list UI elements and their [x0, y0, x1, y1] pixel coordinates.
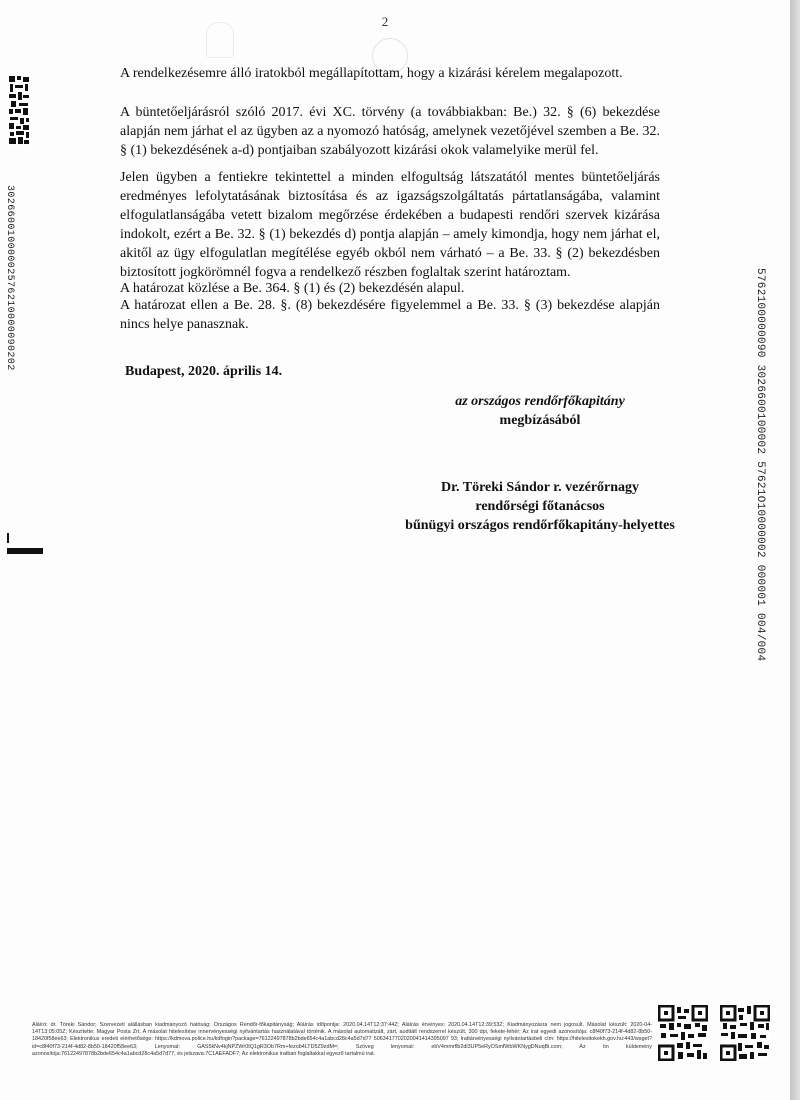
qr-code-icon: [720, 1005, 770, 1061]
signer-title: bűnügyi országos rendőrfőkapitány-helyettes: [405, 518, 675, 533]
left-margin-code: 30266001000002576210000090202: [4, 185, 15, 371]
paragraph-decision-reasoning: Jelen ügyben a fentiekre tekintettel a minden elfogultság látszatától mentes büntetőeljárás eredményes lefolytatásának biztosítása és az igazságszolgáltatás pártatlanságába, valamint elfogulatlanságába vetett bizalom megőrzése érdekében a budapesti rendőri szervek kizárása indokolt, ezért a Be. 32. § (1) bekezdés d) pontja alapján – amely kimondja, hogy nem járhat el, akitől az ügy elfogulatlan megítélése egyéb okból nem várható – a Be. 33. § (2) bekezdésben biztosított jogkörömnél fogva a rendelkező részben foglaltak szerint határoztam.: [120, 170, 660, 280]
authority-line: az országos rendőrfőkapitány: [455, 394, 625, 409]
binding-mark: [7, 548, 43, 554]
scanner-edge-shadow: [790, 0, 800, 1100]
paragraph-notification: A határozat közlése a Be. 364. § (1) és (2) bekezdésén alapul.: [120, 281, 465, 296]
signer-rank: rendőrségi főtanácsos: [475, 499, 605, 514]
paragraph-legal-basis: A büntetőeljárásról szóló 2017. évi XC. törvény (a továbbiakban: Be.) 32. § (6) bekezdése alapján nem járhat el az ügyben az a nyomozó hatóság, amelynek vezetőjével szemben a Be. 32. § (1) bekezdésének a-d) pontjaiban szabályozott kizárási okok valamelyike merül fel.: [120, 105, 660, 158]
scan-tick-mark: [7, 533, 9, 543]
signer-name: Dr. Töreki Sándor r. vezérőrnagy: [440, 480, 640, 495]
left-barcode-icon: [8, 74, 30, 146]
page-number: 2: [381, 14, 389, 29]
paragraph-no-appeal: A határozat ellen a Be. 28. §. (8) bekezdésére figyelemmel a Be. 33. § (3) bekezdése alapján nincs helye panasznak.: [120, 298, 660, 332]
paragraph-findings: A rendelkezésemre álló iratokból megállapítottam, hogy a kizárási kérelem megalapozott.: [120, 66, 623, 81]
signature-block-authority: [360, 392, 720, 430]
signature-block-signer: [360, 478, 720, 535]
place-and-date: Budapest, 2020. április 14.: [125, 364, 283, 379]
authority-mandate-line: megbízásából: [499, 413, 581, 428]
authentication-footer: Aláíró: dr. Töreki Sándor; Szervezeti alállásban kiadmányozó hatóság: Országos Rendőr-főkapitányság; Aláírás időpontja: 2020.04.14T12:37:44Z; Aláírás érvényes: 2020.04.14T12:39:53Z; Kiadmányozásra nem jogosult. Másolat készült: 2020-04-14T13:05:05Z; Készítette: Magyar Posta Zrt. A másolat hitelesítése innervényességi nyilvántartás használatával történik. A másolat automatizált, zárt, auditált rendszerrel készült, 300 dpi, fekete-fehér; Az irat egyedi azonosítója: c8f40f73-214f-4d82-8b50-18420f58ee63; Elektronikus eredeti elérhetősége: https://kdmova.police.hu/kdfogin?package=76122497878b2bde654c4a1abcd28c4a5d7d77 5063417702020041414395097 93; Irattárvényességi nyilvántartásbeli cím: https://hitelesitokekh.gov.hu:443/wsget?id=c8f40f73-214f-4d82-8b50-18420f58ee63; Lenyomat: GAS5kNv4kjNPZWr0tQ1gR3Ob7Rm+fezob4LTD5Z9zdM=; Szöveg lenyomat: ebV4mmrflb2dl3UP5eRyOSmfWbWKNygDNuqBi.com; Az ön küldemény azonosítója:76122497878b2bde654c4a1abcd28c4a5d7d77, és jelszava:7C1AEFADF7; Az elektronikus iratban foglaltakkal egyező tartalmú irat.: [32, 1022, 652, 1057]
right-margin-code: 5762100000090 3026600100002 57621O10000002 000001 004/004: [754, 268, 766, 662]
qr-code-icon: [658, 1005, 708, 1061]
